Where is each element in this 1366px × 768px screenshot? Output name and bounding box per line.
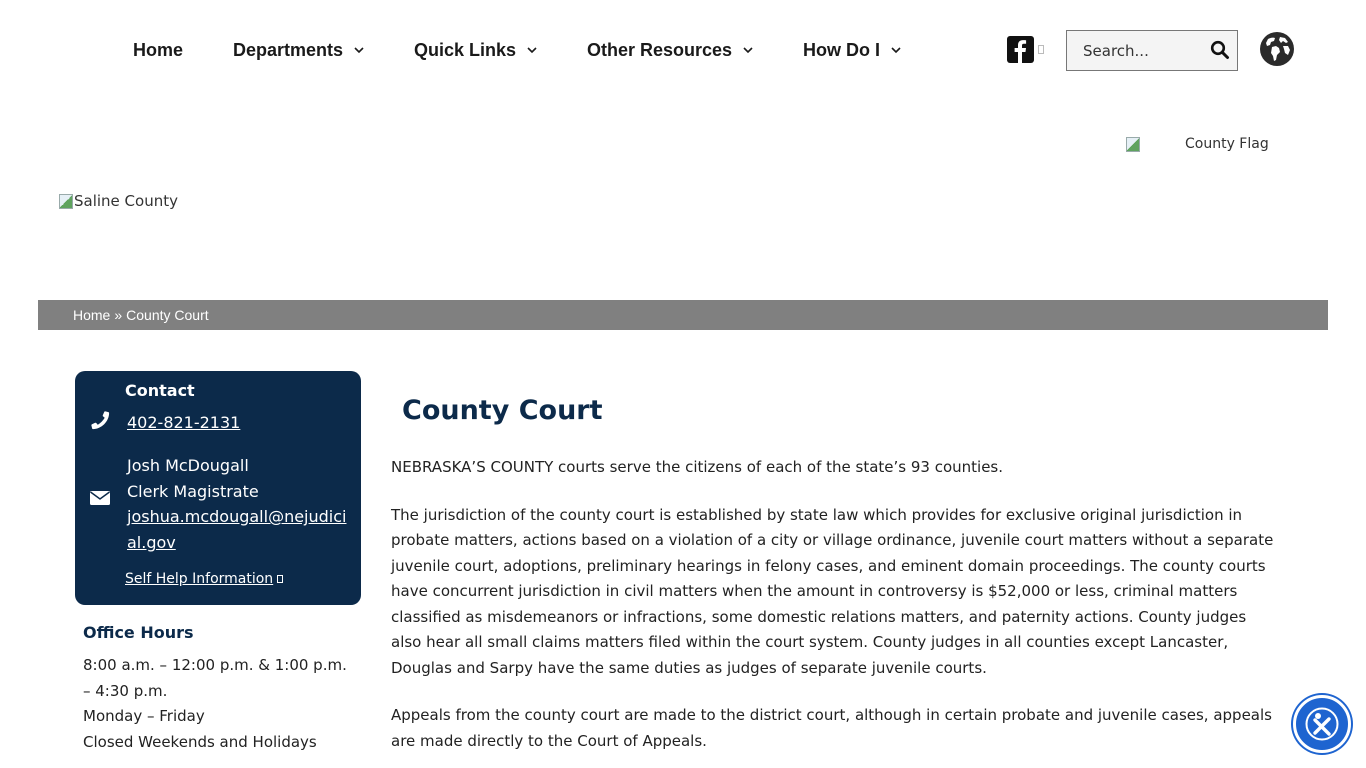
- nav-departments-label: Departments: [233, 39, 344, 60]
- office-hours-line: 8:00 a.m. – 12:00 p.m. & 1:00 p.m. – 4:30 p.m.: [83, 656, 347, 700]
- chevron-down-icon: [526, 44, 538, 56]
- nav-how-do-i[interactable]: [803, 38, 902, 62]
- search-form: [1066, 30, 1238, 71]
- accessibility-button[interactable]: [1293, 695, 1351, 753]
- globe-icon[interactable]: [1259, 31, 1295, 67]
- chevron-down-icon: [742, 44, 754, 56]
- broken-image-icon: [1125, 136, 1141, 152]
- phone-link[interactable]: 402-821-2131: [127, 413, 241, 432]
- contact-title: Contact: [125, 381, 195, 400]
- office-hours-line: Closed Weekends and Holidays: [83, 732, 317, 751]
- main-navigation: [0, 0, 1366, 100]
- chevron-down-icon: [353, 44, 365, 56]
- contact-role: Clerk Magistrate: [127, 481, 259, 501]
- contact-name: Josh McDougall: [127, 456, 249, 475]
- chevron-down-icon: [890, 44, 902, 56]
- broken-image-icon: [58, 193, 74, 209]
- nav-home-label: Home: [133, 39, 184, 60]
- content-paragraph: Appeals from the county court are made to the district court, although in certain probate and juvenile cases, appeals are made directly to the Court of Appeals.: [391, 706, 1272, 750]
- accessibility-icon: [1305, 707, 1339, 741]
- self-help-link[interactable]: [125, 571, 283, 587]
- search-input[interactable]: [1083, 42, 1213, 60]
- nav-home[interactable]: [133, 38, 183, 62]
- nav-how-do-i-label: How Do I: [803, 39, 880, 60]
- phone-icon: [90, 410, 110, 430]
- main-content: [391, 455, 1276, 768]
- envelope-icon: [90, 490, 110, 506]
- email-link[interactable]: joshua.mcdougall@nejudicial.gov: [127, 507, 347, 552]
- external-link-icon: [277, 575, 283, 583]
- breadcrumb-current: County Court: [126, 307, 209, 323]
- self-help-label: Self Help Information: [125, 571, 274, 587]
- content-paragraph: NEBRASKA’S COUNTY courts serve the citizens of each of the state’s 93 counties.: [391, 458, 1004, 476]
- county-flag-image: [1125, 136, 1269, 152]
- page-title: County Court: [402, 395, 603, 426]
- nav-quick-links[interactable]: [414, 38, 538, 62]
- breadcrumb-separator: »: [114, 307, 123, 323]
- nav-other-resources[interactable]: [587, 38, 754, 62]
- nav-quick-links-label: Quick Links: [414, 39, 517, 60]
- nav-other-resources-label: Other Resources: [587, 39, 733, 60]
- contact-details: [127, 453, 352, 555]
- county-flag-alt: County Flag: [1185, 136, 1269, 152]
- breadcrumb: [38, 300, 1328, 330]
- facebook-icon[interactable]: [1007, 36, 1034, 63]
- contact-card: [75, 371, 361, 605]
- saline-county-alt: Saline County: [74, 192, 178, 210]
- search-icon[interactable]: [1210, 40, 1230, 60]
- nav-departments[interactable]: [233, 38, 365, 62]
- breadcrumb-home[interactable]: Home: [73, 307, 111, 323]
- saline-county-logo[interactable]: [58, 192, 178, 210]
- office-hours-title: Office Hours: [83, 623, 194, 642]
- office-hours: [83, 653, 353, 755]
- office-hours-line: Monday – Friday: [83, 707, 205, 726]
- external-link-icon: [1038, 45, 1044, 54]
- content-paragraph: The jurisdiction of the county court is established by state law which provides for exclusive original jurisdiction in probate matters, actions based on a violation of a city or village ordinance, juvenile court matters without a separate juvenile court, adoptions, preliminary hearings in felony cases, and eminent domain proceedings. The county courts have concurrent jurisdiction in civil matters when the amount in controversy is $52,000 or less, criminal matters classified as misdemeanors or infractions, some domestic relations matters, and paternity actions. County judges also hear all small claims matters filed within the court system. County judges in all counties except Lancaster, Douglas and Sarpy have the same duties as judges of separate juvenile courts.: [391, 505, 1274, 677]
